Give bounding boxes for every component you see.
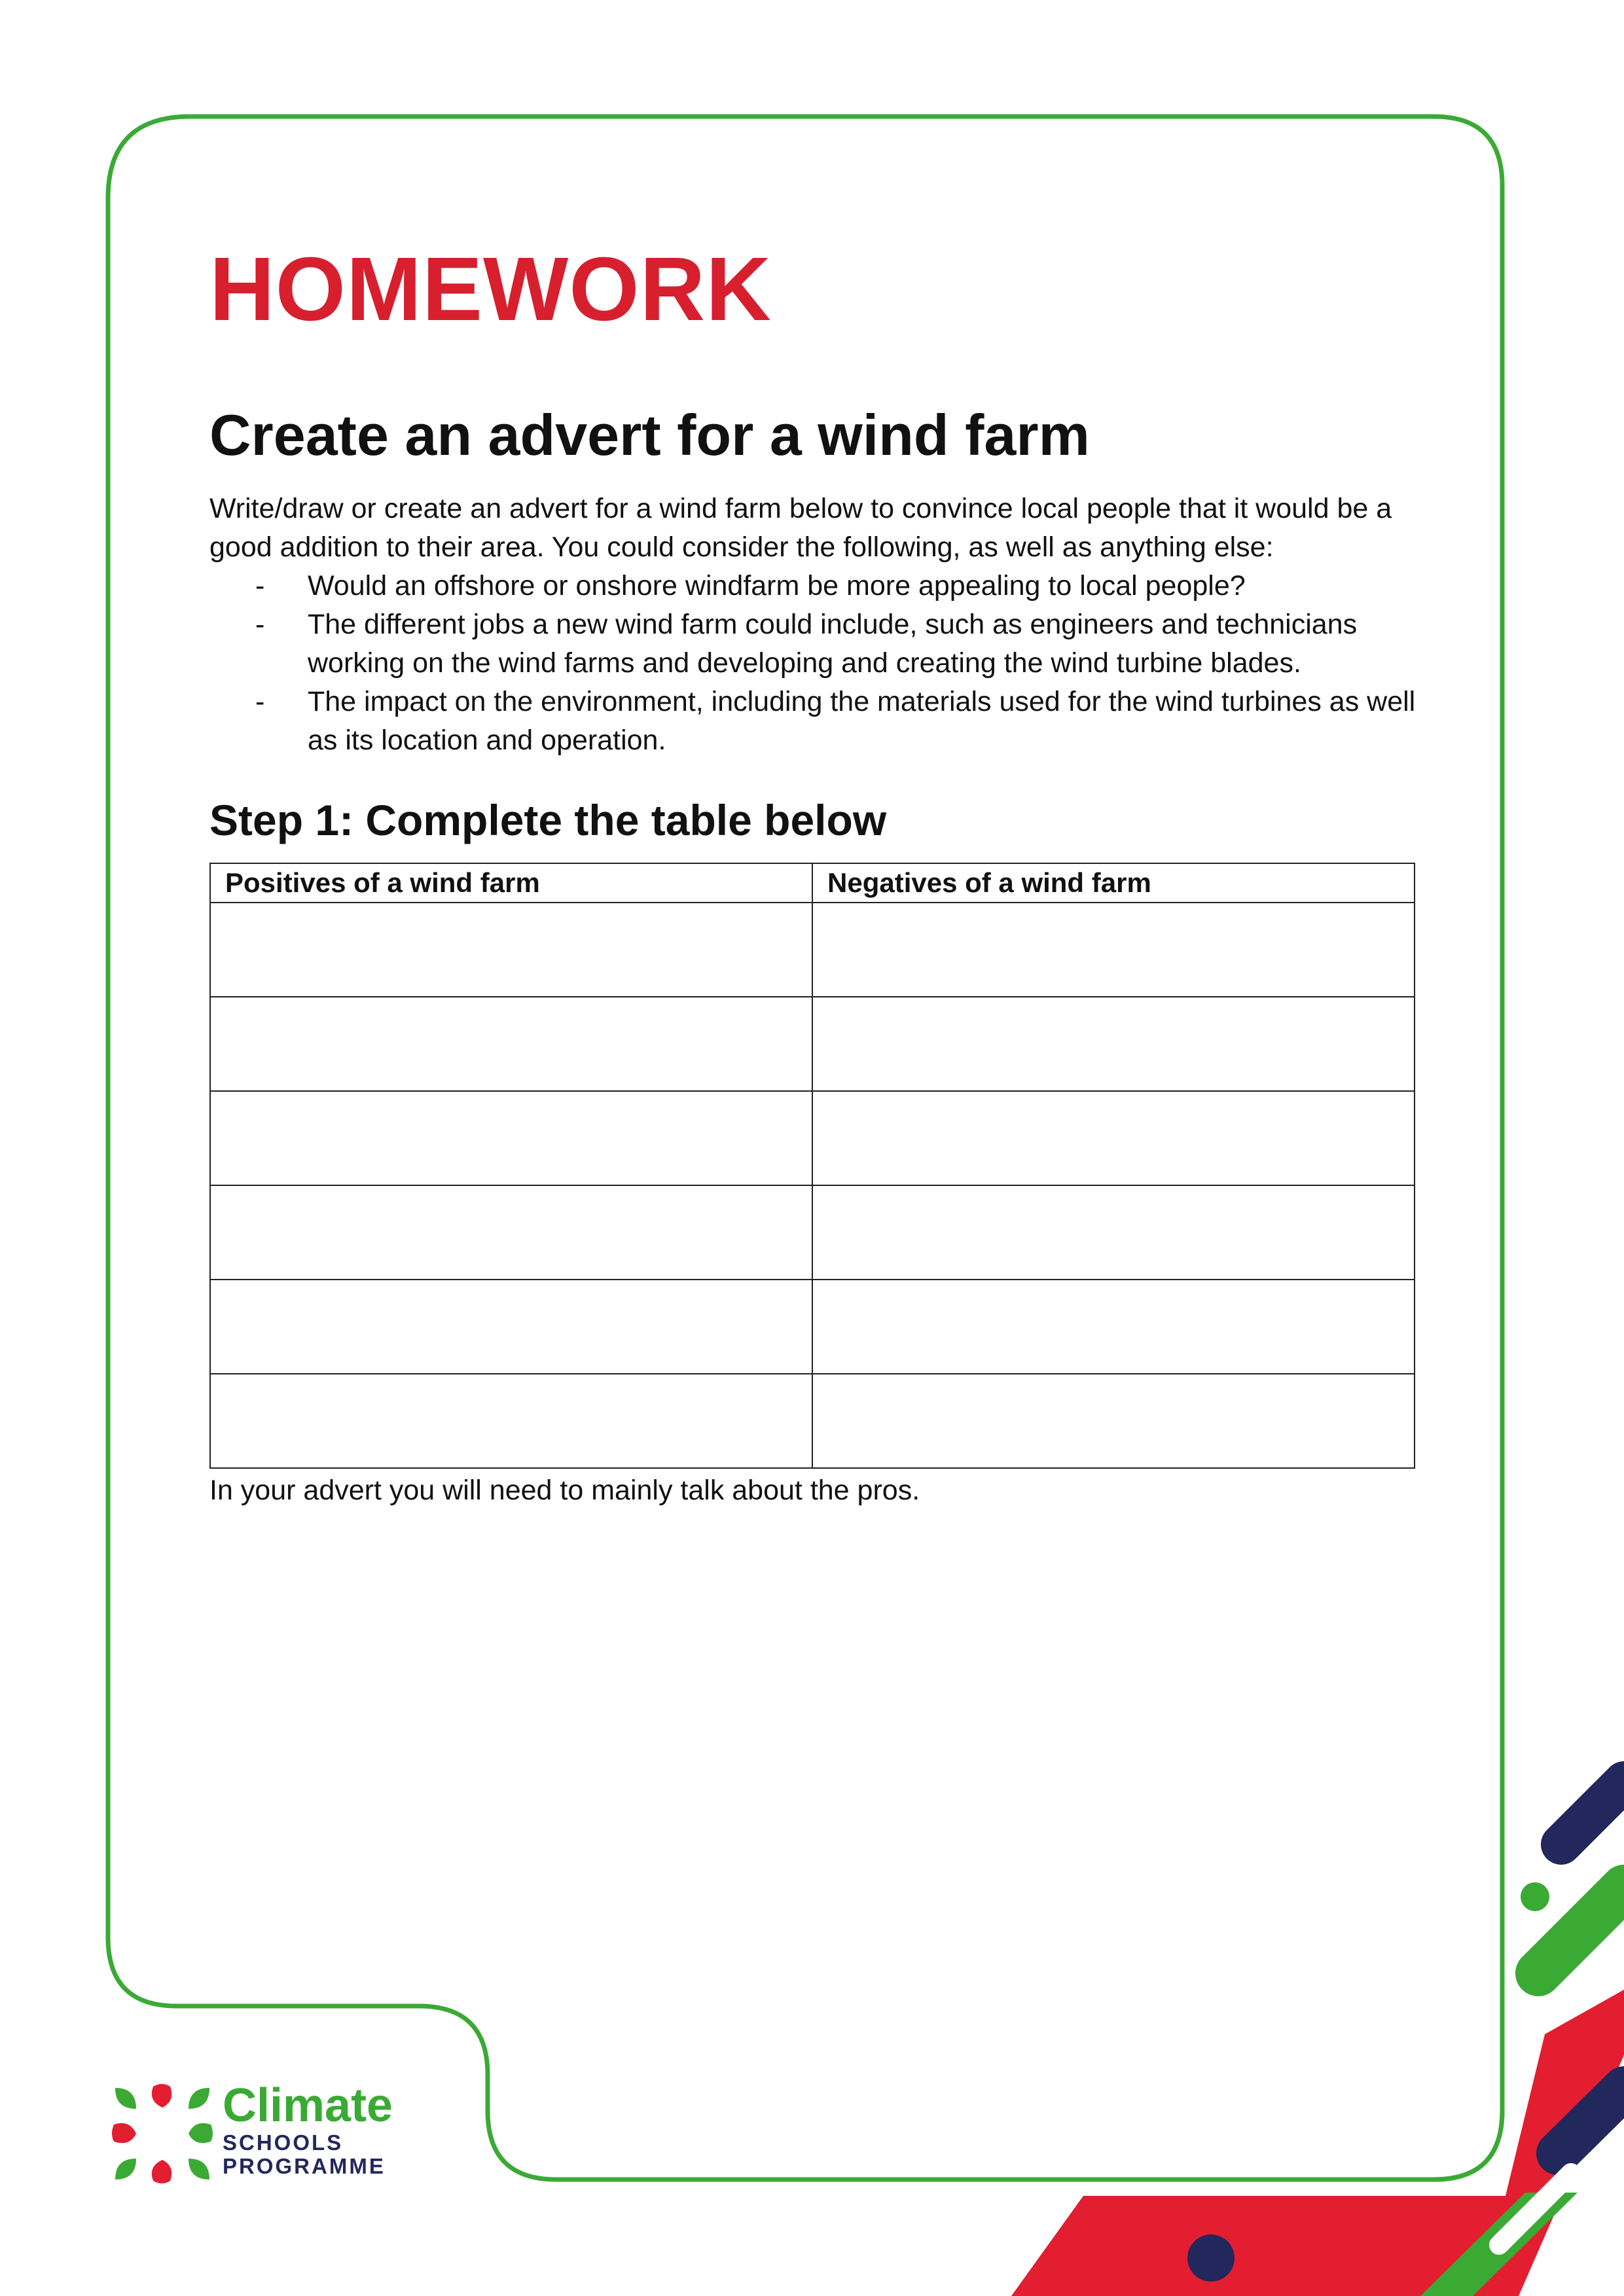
table-row (210, 1185, 1415, 1280)
page-title: HOMEWORK (209, 239, 772, 340)
negative-cell[interactable] (812, 903, 1415, 997)
negative-cell[interactable] (812, 997, 1415, 1091)
negative-cell[interactable] (812, 1280, 1415, 1374)
list-item-text: The impact on the environment, including the materials used for the wind turbines as well as its location and operation. (308, 686, 1416, 756)
positive-cell[interactable] (210, 997, 812, 1091)
logo-name: Climate (223, 2079, 393, 2132)
list-item-text: Would an offshore or onshore windfarm be more appealing to local people? (308, 570, 1246, 601)
table-row (210, 1280, 1415, 1374)
positive-cell[interactable] (210, 1374, 812, 1468)
list-item (209, 567, 1427, 605)
table-row (210, 903, 1415, 997)
climate-logo-icon (110, 2081, 215, 2186)
intro-paragraph: Write/draw or create an advert for a wind farm below to convince local people that it would be a good addition to their area. You could consider the following, as well as anything else: (209, 493, 1392, 563)
pros-cons-table (209, 863, 1415, 1469)
positive-cell[interactable] (210, 903, 812, 997)
positive-cell[interactable] (210, 1280, 812, 1374)
list-item (209, 683, 1427, 760)
bullet-marker: - (255, 686, 265, 717)
bullet-marker: - (255, 570, 265, 601)
table-header-row (210, 863, 1415, 903)
list-item-text: The different jobs a new wind farm could include, such as engineers and technicians working on the wind farms and developing and creating the wind turbine blades. (308, 609, 1358, 679)
negative-cell[interactable] (812, 1374, 1415, 1468)
table-row (210, 1091, 1415, 1185)
negative-cell[interactable] (812, 1091, 1415, 1185)
consideration-list (209, 567, 1427, 760)
advert-note: In your advert you will need to mainly talk about the pros. (209, 1475, 920, 1506)
list-item (209, 605, 1427, 683)
positives-column-header: Positives of a wind farm (210, 863, 812, 903)
table-row (210, 1374, 1415, 1468)
negatives-column-header: Negatives of a wind farm (812, 863, 1415, 903)
logo-line1: SCHOOLS (223, 2130, 344, 2155)
bullet-marker: - (255, 609, 265, 640)
positive-cell[interactable] (210, 1185, 812, 1280)
table-row (210, 997, 1415, 1091)
logo-line2: PROGRAMME (223, 2154, 386, 2178)
climate-logo-text (223, 2080, 393, 2178)
step-heading: Step 1: Complete the table below (209, 796, 887, 844)
section-heading: Create an advert for a wind farm (209, 403, 1090, 467)
negative-cell[interactable] (812, 1185, 1415, 1280)
positive-cell[interactable] (210, 1091, 812, 1185)
